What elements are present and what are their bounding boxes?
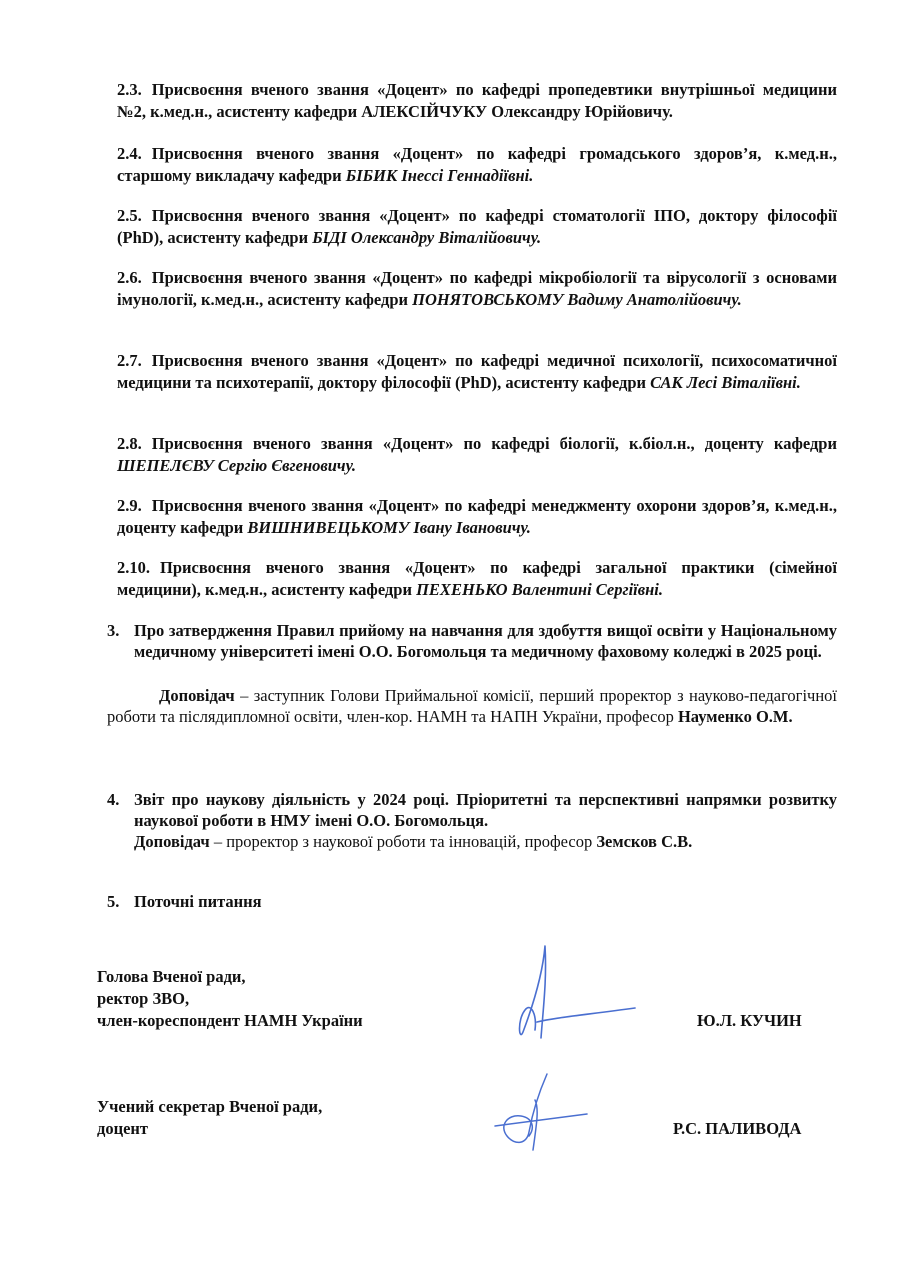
secretary-signature bbox=[485, 1070, 595, 1155]
speaker-note: Доповідач – проректор з наукової роботи та інновацій, професор Земсков С.В. bbox=[134, 832, 693, 851]
agenda-subitem: 2.4. Присвоєння вченого звання «Доцент» по кафедрі громадського здоров’я, к.мед.н., старшому викладачу кафедри БІБИК Інессі Геннадіївні. bbox=[117, 144, 837, 185]
agenda-item: 5. Поточні питання bbox=[107, 892, 262, 911]
agenda-subitem: 2.9. Присвоєння вченого звання «Доцент» по кафедрі менеджменту охорони здоров’я, к.мед.н., доценту кафедри ВИШНИВЕЦЬКОМУ Івану Івановичу. bbox=[117, 496, 837, 537]
agenda-subitem: 2.6. Присвоєння вченого звання «Доцент» по кафедрі мікробіології та вірусології з основами імунології, к.мед.н., асистенту кафедри ПОНЯТОВСЬКОМУ Вадиму Анатолійовичу. bbox=[117, 268, 837, 309]
agenda-subitem: 2.8. Присвоєння вченого звання «Доцент» по кафедрі біології, к.біол.н., доценту кафедри ШЕПЕЛЄВУ Сергію Євгеновичу. bbox=[117, 434, 837, 475]
agenda-subitem: 2.5. Присвоєння вченого звання «Доцент» по кафедрі стоматології ІПО, доктору філософії (PhD), асистенту кафедри БІДІ Олександру Віталійовичу. bbox=[117, 206, 837, 247]
chair-name: Ю.Л. КУЧИН bbox=[697, 1011, 802, 1030]
secretary-name: Р.С. ПАЛИВОДА bbox=[673, 1119, 802, 1138]
agenda-item: 4. Звіт про наукову діяльність у 2024 році. Пріоритетні та перспективні напрямки розвитку наукової роботи в НМУ імені О.О. Богомольця. bbox=[107, 790, 837, 830]
chair-title: Голова Вченої ради, ректор ЗВО, член-кореспондент НАМН України bbox=[97, 967, 363, 1030]
secretary-title: Учений секретар Вченої ради, доцент bbox=[97, 1097, 323, 1138]
speaker-note: Доповідач – заступник Голови Приймальної комісії, перший проректор з науково-педагогічної роботи та післядипломної освіти, член-кор. НАМН та НАПН України, професор Науменко О.М. bbox=[107, 686, 837, 726]
agenda-subitem: 2.3. Присвоєння вченого звання «Доцент» по кафедрі пропедевтики внутрішньої медицини №2, к.мед.н., асистенту кафедри АЛЕКСІЙЧУКУ Олександру Юрійовичу. bbox=[117, 80, 837, 121]
agenda-subitem: 2.10. Присвоєння вченого звання «Доцент» по кафедрі загальної практики (сімейної медицини), к.мед.н., асистенту кафедри ПЕХЕНЬКО Валентині Сергіївні. bbox=[117, 558, 837, 599]
agenda-item: 3. Про затвердження Правил прийому на навчання для здобуття вищої освіти у Національному медичному університеті імені О.О. Богомольця та медичному фаховому коледжі в 2025 році. bbox=[107, 621, 837, 661]
chair-signature bbox=[505, 940, 645, 1050]
agenda-subitem: 2.7. Присвоєння вченого звання «Доцент» по кафедрі медичної психології, психосоматичної медицини та психотерапії, доктору філософії (PhD), асистенту кафедри САК Лесі Віталіївні. bbox=[117, 351, 837, 392]
